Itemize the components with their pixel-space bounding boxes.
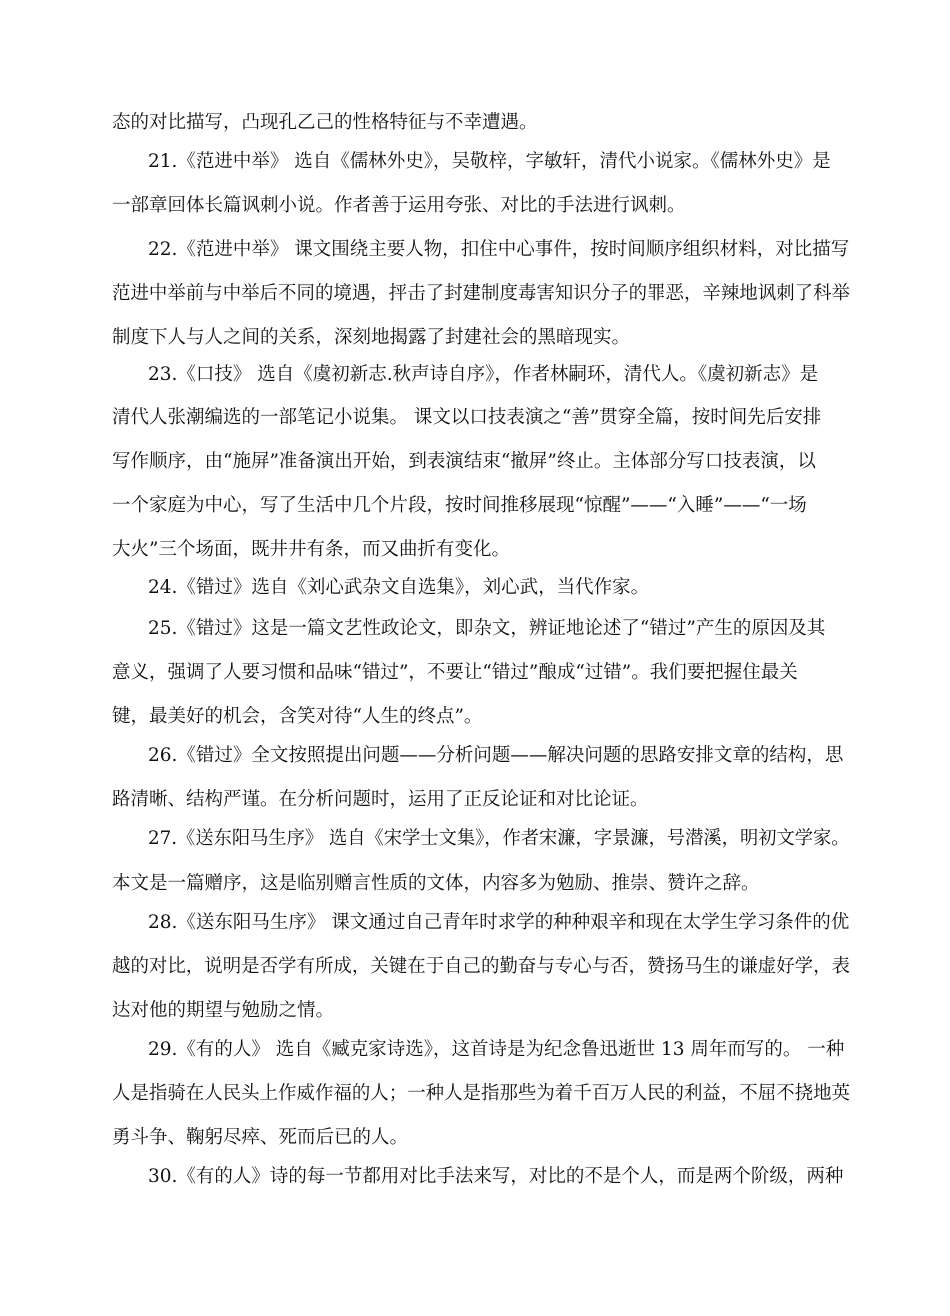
text-line: 一个家庭为中心，写了生活中几个片段，按时间推移展现“惊醒”——“入睡”——“一场 <box>112 495 807 516</box>
text-line: 27.《送东阳马生序》 选自《宋学士文集》，作者宋濂，字景濂，号潜溪，明初文学家。 <box>148 828 850 849</box>
text-line: 本文是一篇赠序，这是临别赠言性质的文体，内容多为勉励、推崇、赞许之辞。 <box>112 873 760 894</box>
text-line: 一部章回体长篇讽刺小说。作者善于运用夸张、对比的手法进行讽刺。 <box>112 195 686 216</box>
text-line: 态的对比描写，凸现孔乙己的性格特征与不幸遭遇。 <box>112 112 538 133</box>
text-line: 28.《送东阳马生序》 课文通过自己青年时求学的种种艰辛和现在太学生学习条件的优 <box>148 912 850 933</box>
text-line: 23.《口技》 选自《虞初新志.秋声诗自序》，作者林嗣环，清代人。《虞初新志》是 <box>148 364 819 385</box>
text-line: 22.《范进中举》 课文围绕主要人物，扣住中心事件，按时间顺序组织材料，对比描写 <box>148 239 850 260</box>
text-line: 人是指骑在人民头上作威作福的人；一种人是指那些为着千百万人民的利益，不屈不挠地英 <box>112 1083 851 1104</box>
text-line: 29.《有的人》 选自《臧克家诗选》，这首诗是为纪念鲁迅逝世 13 周年而写的。 一种 <box>148 1039 845 1060</box>
text-line: 24.《错过》选自《刘心武杂文自选集》，刘心武，当代作家。 <box>148 577 650 598</box>
text-line: 30.《有的人》诗的每一节都用对比手法来写，对比的不是个人，而是两个阶级，两种 <box>148 1166 844 1187</box>
text-line: 越的对比，说明是否学有所成，关键在于自己的勤奋与专心与否，赞扬马生的谦虚好学，表 <box>112 956 851 977</box>
text-line: 21.《范进中举》 选自《儒林外史》，吴敬梓，字敏轩，清代小说家。《儒林外史》是 <box>148 151 831 172</box>
text-line: 勇斗争、鞠躬尽瘁、死而后已的人。 <box>112 1127 409 1148</box>
text-line: 大火”三个场面，既井井有条，而又曲折有变化。 <box>112 539 510 560</box>
text-line: 制度下人与人之间的关系，深刻地揭露了封建社会的黑暗现实。 <box>112 327 631 348</box>
text-line: 达对他的期望与勉励之情。 <box>112 1000 335 1021</box>
text-line: 路清晰、结构严谨。在分析问题时，运用了正反论证和对比论证。 <box>112 789 649 810</box>
text-line: 键，最美好的机会，含笑对待“人生的终点”。 <box>112 706 483 727</box>
text-line: 范进中举前与中举后不同的境遇，抨击了封建制度毒害知识分子的罪恶，辛辣地讽刺了科举 <box>112 283 851 304</box>
text-line: 清代人张潮编选的一部笔记小说集。 课文以口技表演之“善”贯穿全篇，按时间先后安排 <box>112 407 822 428</box>
text-line: 写作顺序，由“施屏”准备演出开始，到表演结束“撤屏”终止。主体部分写口技表演，以 <box>112 451 816 472</box>
text-line: 意义，强调了人要习惯和品味“错过”，不要让“错过”酿成“过错”。我们要把握住最关 <box>112 662 798 683</box>
text-line: 26.《错过》全文按照提出问题——分析问题——解决问题的思路安排文章的结构，思 <box>148 745 844 766</box>
text-line: 25.《错过》这是一篇文艺性政论文，即杂文，辨证地论述了“错过”产生的原因及其 <box>148 618 826 639</box>
